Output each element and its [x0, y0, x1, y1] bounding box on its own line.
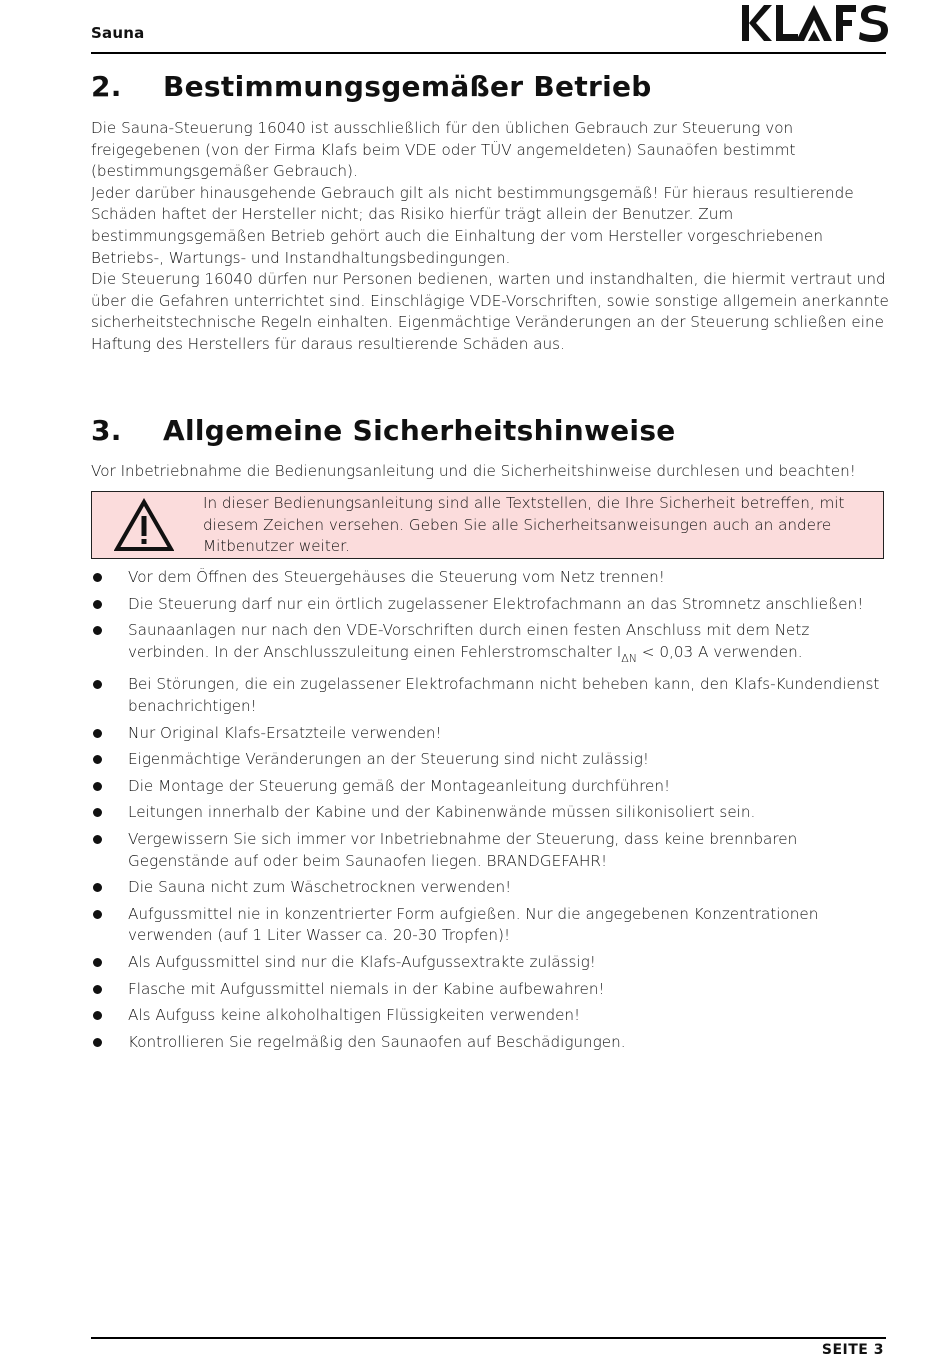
list-item: Kontrollieren Sie regelmäßig den Saunaofen auf Beschädigungen. — [91, 1032, 891, 1054]
section-2-number: 2. — [91, 70, 122, 103]
bullet-dot-icon — [93, 573, 102, 582]
rcd-subscript: ΔN — [621, 651, 637, 665]
bullet-dot-icon — [93, 755, 102, 764]
safety-bullet-list — [91, 567, 891, 1058]
section-3-number: 3. — [91, 414, 122, 447]
bullet-dot-icon — [93, 782, 102, 791]
section-2-body: Die Sauna-Steuerung 16040 ist ausschließlich für den üblichen Gebrauch zur Steuerung von freigegebenen (von der Firma Klafs beim VDE oder TÜV angemeldeten) Saunaöfen bestimmt (bestimmungsgemäßer Gebrauch). Jeder darüber hinausgehende Gebrauch gilt als nicht bestimmungsgemäß! Für hieraus resultierende Schäden haftet der Hersteller nicht; das Risiko hierfür trägt allein der Benutzer. Zum bestimmungsgemäßen Betrieb gehört auch die Einhaltung der vom Hersteller vorgeschriebenen Betriebs-, Wartungs- und Instandhaltungsbedingungen. Die Steuerung 16040 dürfen nur Personen bedienen, warten und instandhalten, die hiermit vertraut und über die Gefahren unterrichtet sind. Einschlägige VDE-Vorschriften, sowie sonstige allgemein anerkannte sicherheitstechnische Regeln einhalten. Eigenmächtige Veränderungen an der Steuerung schließen eine Haftung des Herstellers für daraus resultierende Schäden aus. — [91, 119, 889, 353]
page-number: SEITE 3 — [821, 1342, 884, 1358]
header-section-label: Sauna — [91, 24, 145, 42]
bullet-dot-icon — [93, 729, 102, 738]
warning-triangle-icon — [114, 498, 174, 552]
list-item: Die Steuerung darf nur ein örtlich zugelassener Elektrofachmann an das Stromnetz anschließen! — [91, 594, 891, 616]
bullet-dot-icon — [93, 958, 102, 967]
list-item: Aufgussmittel nie in konzentrierter Form aufgießen. Nur die angegebenen Konzentrationen verwenden (auf 1 Liter Wasser ca. 20-30 Tropfen)! — [91, 904, 891, 947]
list-item: Saunaanlagen nur nach den VDE-Vorschriften durch einen festen Anschluss mit dem Netz verbinden. In der Anschlusszuleitung einen Fehlerstromschalter $I_{\Delta N} < 0,03$ A verwenden. — [91, 620, 891, 669]
bullet-dot-icon — [93, 626, 102, 635]
list-item: Als Aufgussmittel sind nur die Klafs-Aufgussextrakte zulässig! — [91, 952, 891, 974]
section-3-intro: Vor Inbetriebnahme die Bedienungsanleitung und die Sicherheitshinweise durchlesen und beachten! — [91, 462, 856, 480]
list-item: Als Aufguss keine alkoholhaltigen Flüssigkeiten verwenden! — [91, 1005, 891, 1027]
bullet-dot-icon — [93, 1011, 102, 1020]
klafs-logo — [740, 2, 888, 44]
bullet-dot-icon — [93, 835, 102, 844]
bullet-dot-icon — [93, 600, 102, 609]
list-item: Flasche mit Aufgussmittel niemals in der Kabine aufbewahren! — [91, 979, 891, 1001]
list-item: Vergewissern Sie sich immer vor Inbetriebnahme der Steuerung, dass keine brennbaren Gegenstände auf oder beim Saunaofen liegen. BRANDGEFAHR! — [91, 829, 891, 872]
bullet-dot-icon — [93, 910, 102, 919]
safety-warning-box — [91, 491, 884, 559]
section-3-title: Allgemeine Sicherheitshinweise — [163, 414, 676, 447]
list-item: Die Sauna nicht zum Wäschetrocknen verwenden! — [91, 877, 891, 899]
section-2-title: Bestimmungsgemäßer Betrieb — [163, 70, 652, 103]
bullet-dot-icon — [93, 883, 102, 892]
list-item: Die Montage der Steuerung gemäß der Montageanleitung durchführen! — [91, 776, 891, 798]
bullet-dot-icon — [93, 985, 102, 994]
bullet-dot-icon — [93, 680, 102, 689]
list-item: Eigenmächtige Veränderungen an der Steuerung sind nicht zulässig! — [91, 749, 891, 771]
section-2-heading — [91, 70, 652, 103]
list-item: Bei Störungen, die ein zugelassener Elektrofachmann nicht beheben kann, den Klafs-Kundendienst benachrichtigen! — [91, 674, 891, 717]
footer-divider — [91, 1337, 886, 1339]
section-3-heading — [91, 414, 676, 447]
header-divider — [91, 52, 886, 54]
list-item: Leitungen innerhalb der Kabine und der Kabinenwände müssen silikonisoliert sein. — [91, 802, 891, 824]
safety-warning-text: In dieser Bedienungsanleitung sind alle Textstellen, die Ihre Sicherheit betreffen, mit diesem Zeichen versehen. Geben Sie alle Sicherheitsanweisungen auch an andere Mitbenutzer weiter. — [203, 494, 845, 556]
bullet-dot-icon — [93, 808, 102, 817]
list-item: Nur Original Klafs-Ersatzteile verwenden! — [91, 723, 891, 745]
list-item: Vor dem Öffnen des Steuergehäuses die Steuerung vom Netz trennen! — [91, 567, 891, 589]
bullet-dot-icon — [93, 1038, 102, 1047]
